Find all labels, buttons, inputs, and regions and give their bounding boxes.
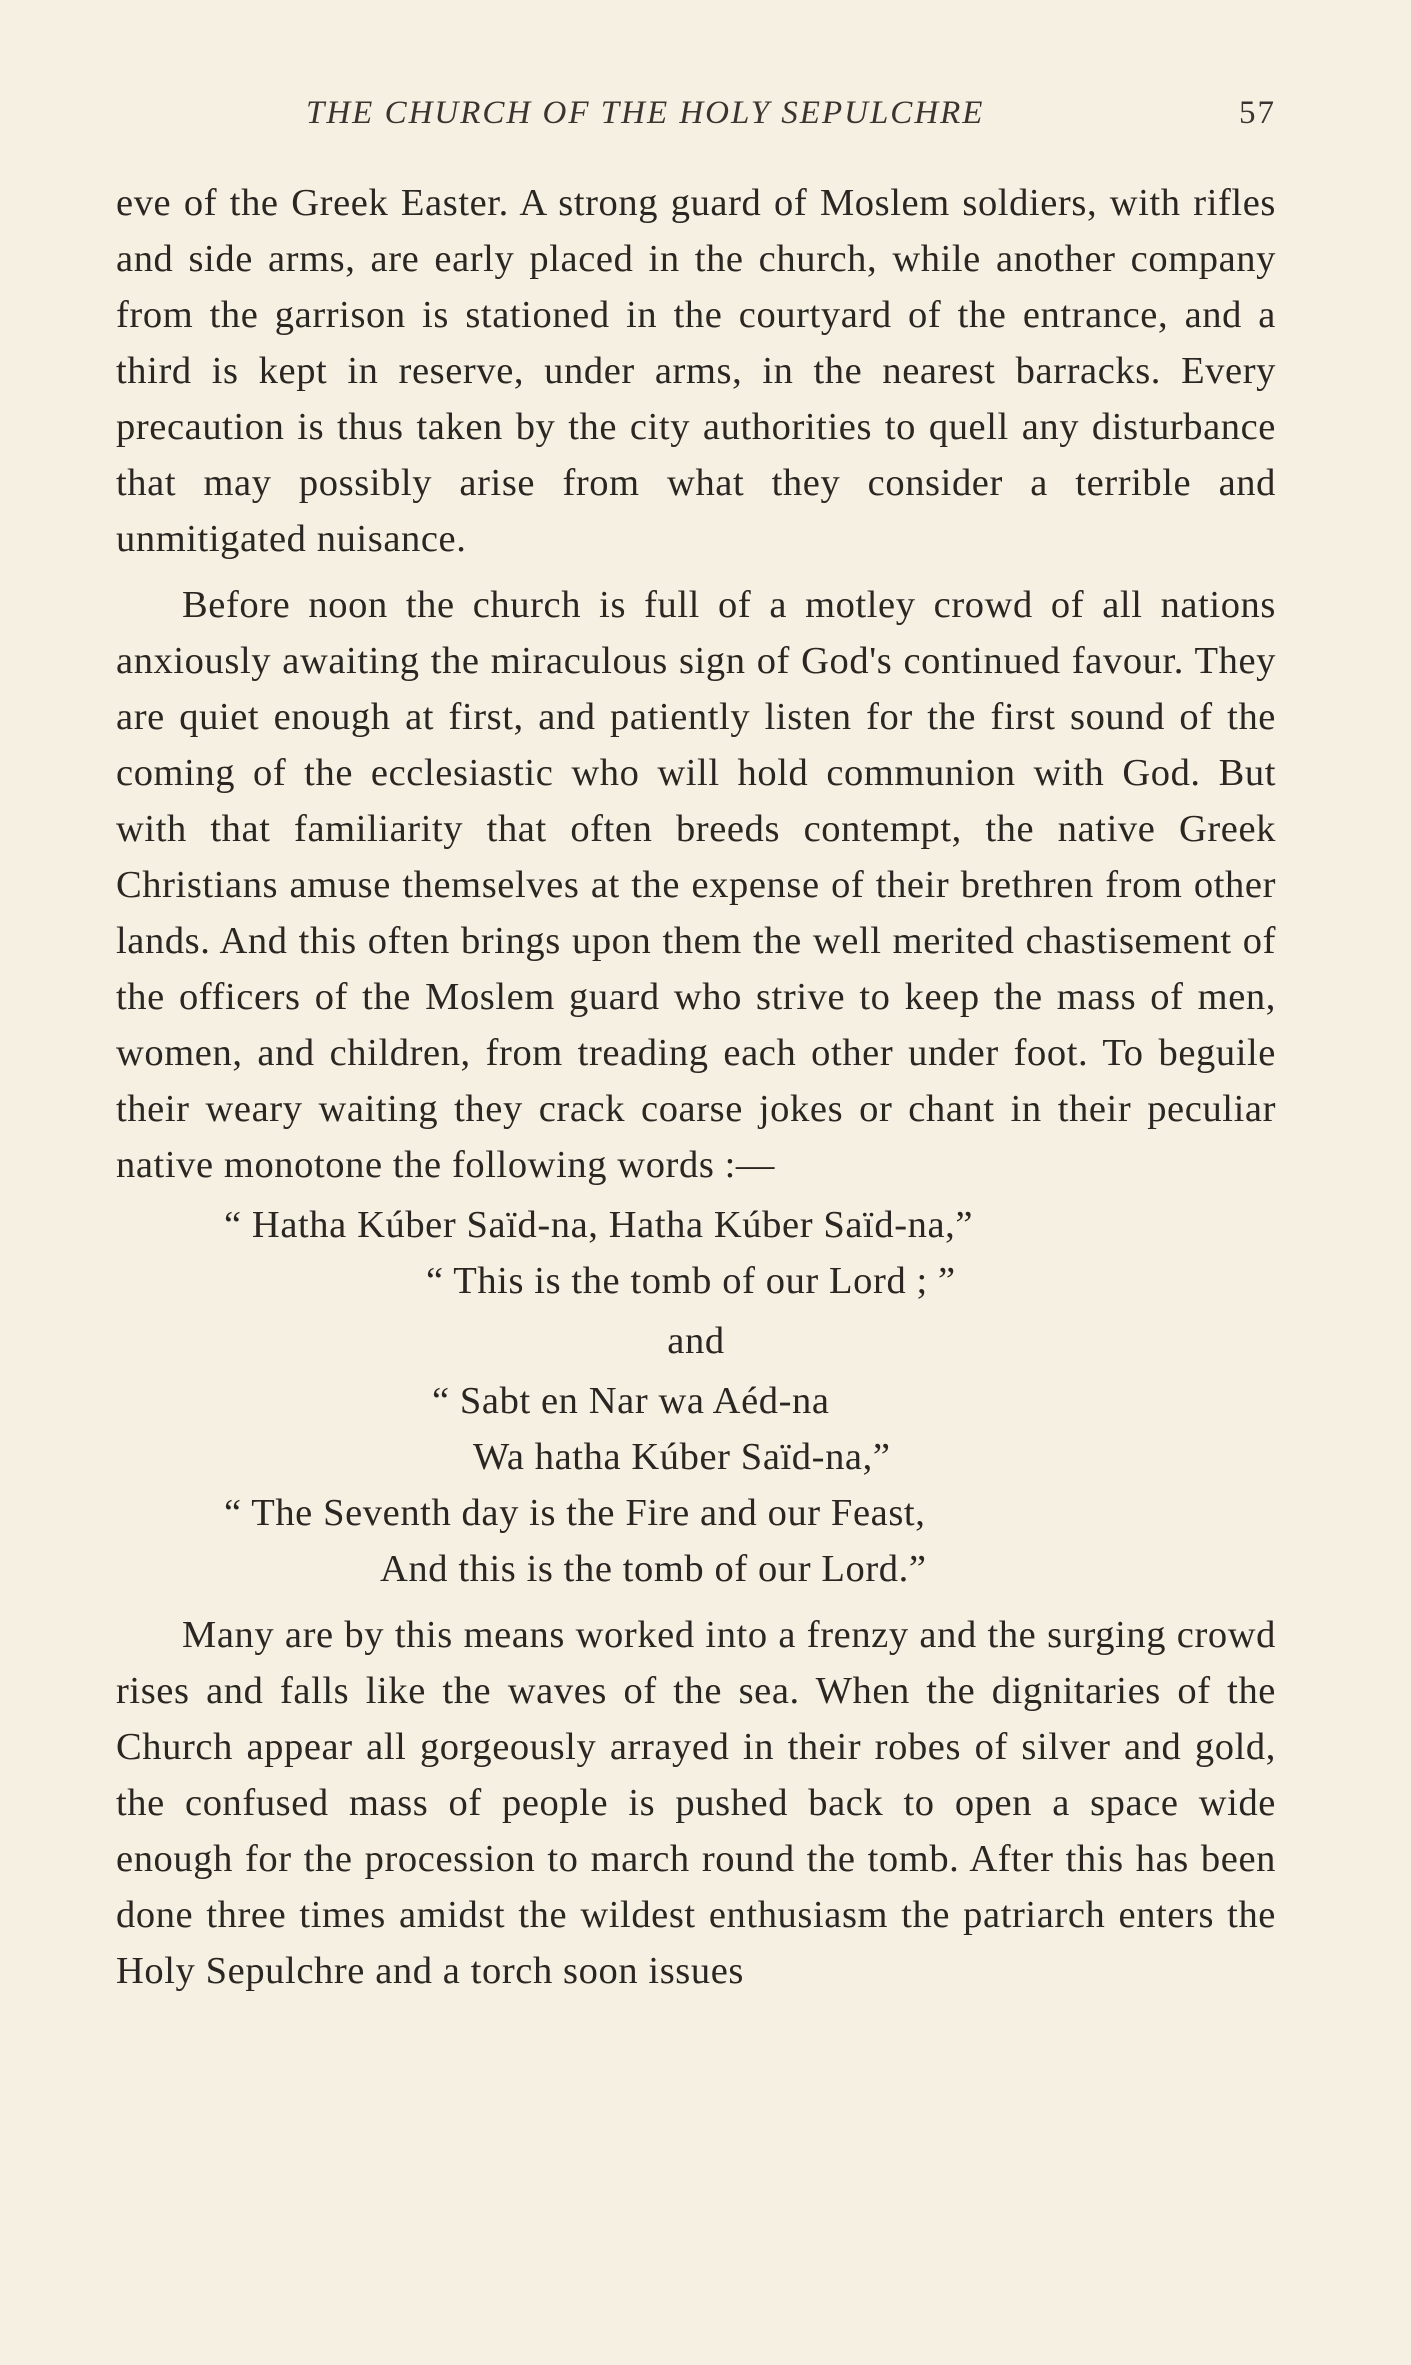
running-title: THE CHURCH OF THE HOLY SEPULCHRE	[306, 95, 985, 131]
body-text	[116, 175, 1276, 1999]
verse-line-6: “ The Seventh day is the Fire and our Feast,	[224, 1492, 926, 1534]
running-head	[116, 95, 1276, 155]
verse-line-1: “ Hatha Kúber Saïd-na, Hatha Kúber Saïd-na,”	[224, 1204, 974, 1246]
verse-line-4: “ Sabt en Nar wa Aéd-na	[432, 1380, 830, 1422]
verse-line-3: and	[667, 1320, 725, 1362]
verse-line-7: And this is the tomb of our Lord.”	[380, 1548, 927, 1590]
chant-verse	[116, 1197, 1276, 1597]
verse-line-2: “ This is the tomb of our Lord ; ”	[426, 1260, 956, 1302]
paragraph-2: Before noon the church is full of a motley crowd of all nations anxiously awaiting the miraculous sign of God's continued favour. They are quiet enough at first, and patiently listen for the first sound of the coming of the ecclesiastic who will hold communion with God. But with that familiarity that often breeds contempt, the native Greek Christians amuse themselves at the expense of their brethren from other lands. And this often brings upon them the well merited chastisement of the officers of the Moslem guard who strive to keep the mass of men, women, and children, from treading each other under foot. To beguile their weary waiting they crack coarse jokes or chant in their peculiar native monotone the following words :—	[116, 584, 1276, 1186]
page-number: 57	[1239, 95, 1276, 131]
paragraph-1: eve of the Greek Easter. A strong guard of Moslem soldiers, with rifles and side arms, are early placed in the church, while another company from the garrison is stationed in the courtyard of the entrance, and a third is kept in reserve, under arms, in the nearest barracks. Every precaution is thus taken by the city authorities to quell any disturbance that may possibly arise from what they consider a terrible and unmitigated nuisance.	[116, 182, 1276, 560]
paragraph-3: Many are by this means worked into a frenzy and the surging crowd rises and falls like the waves of the sea. When the dignitaries of the Church appear all gorgeously arrayed in their robes of silver and gold, the confused mass of people is pushed back to open a space wide enough for the procession to march round the tomb. After this has been done three times amidst the wildest enthusiasm the patriarch enters the Holy Sepulchre and a torch soon issues	[116, 1614, 1276, 1992]
verse-line-5: Wa hatha Kúber Saïd-na,”	[473, 1436, 891, 1478]
